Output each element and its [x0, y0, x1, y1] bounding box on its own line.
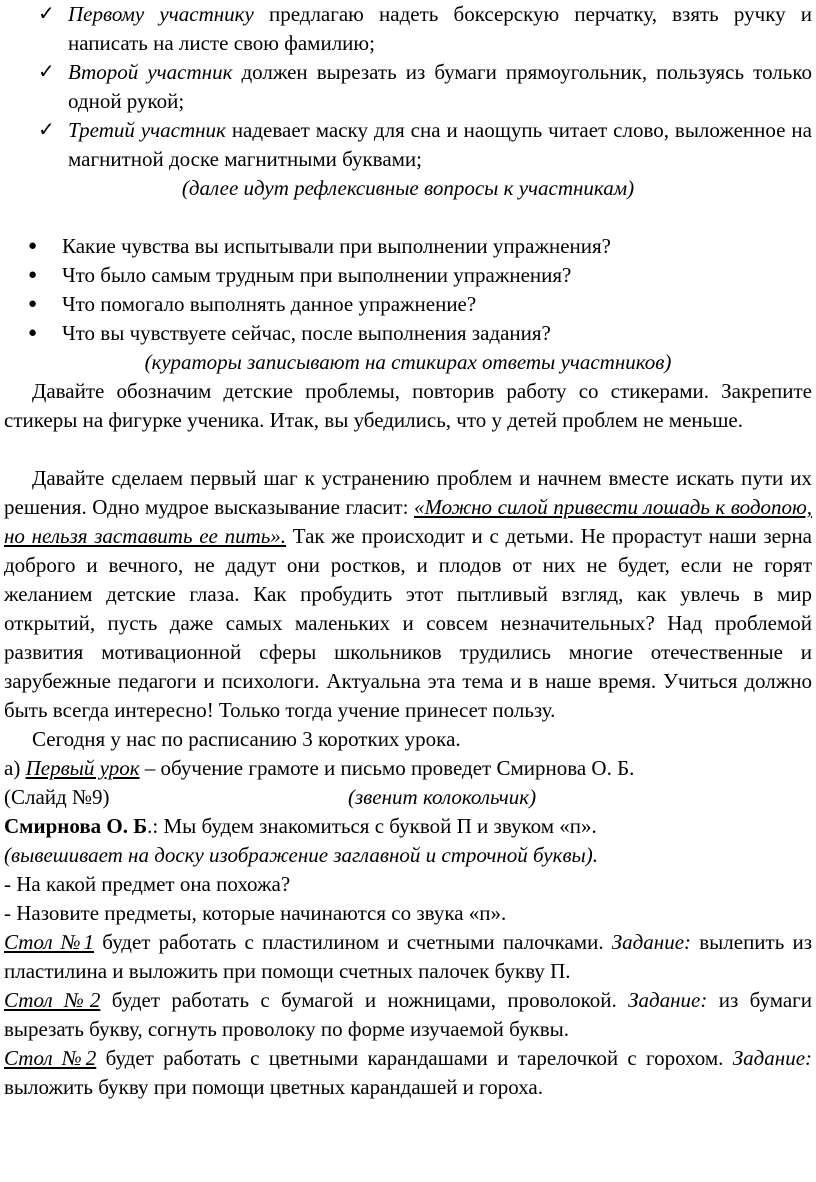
lesson-text: – обучение грамоте и письмо проведет Смирнова О. Б.: [139, 756, 635, 780]
question-item: [0, 261, 816, 290]
task-text: из бумаги вырезать букву, согнуть проволоку по форме изучаемой буквы.: [4, 988, 813, 1041]
question-text: Что было самым трудным при выполнении упражнения?: [62, 263, 572, 287]
check-item-1: [0, 0, 816, 58]
lesson-line: [0, 754, 816, 783]
question-line: - На какой предмет она похожа?: [4, 872, 291, 896]
question-text: Что вы чувствуете сейчас, после выполнения задания?: [62, 321, 551, 345]
reflex-note: (далее идут рефлексивные вопросы к участникам): [181, 176, 635, 200]
participant-text: должен вырезать из бумаги прямоугольник, пользуясь только одной рукой;: [68, 60, 812, 113]
task-text: выложить букву при помощи цветных карандашей и гороха.: [4, 1075, 544, 1099]
participant-text: надевает маску для сна и наощупь читает слово, выложенное на магнитной доске магнитными буквами;: [68, 118, 812, 171]
task-label: Задание:: [611, 930, 692, 954]
quote-text: «Можно силой привести лошадь к водопою, но нельзя заставить ее пить».: [4, 495, 813, 548]
paragraph-motivation: [0, 464, 816, 725]
hang-note: (вывешивает на доску изображение заглавной и строчной буквы).: [4, 843, 599, 867]
checkmark-icon: ✓: [38, 117, 55, 141]
bullet-icon: ●: [28, 325, 38, 341]
spacer: [0, 435, 816, 464]
participant-lead: Второй участник: [68, 60, 233, 84]
participant-lead: Третий участник: [68, 118, 226, 142]
table-name: Стол №1: [4, 930, 95, 954]
table-text: будет работать с цветными карандашами и тарелочкой с горохом.: [96, 1046, 724, 1070]
table-name: Стол №2: [4, 988, 101, 1012]
table-block-2: [0, 986, 816, 1044]
smirnova-line: [0, 812, 816, 841]
table-block-1: [0, 928, 816, 986]
bullet-icon: ●: [28, 267, 38, 283]
table-text: будет работать с бумагой и ножницами, проволокой.: [100, 988, 617, 1012]
check-item-3: [0, 116, 816, 174]
table-block-3: [0, 1044, 816, 1102]
paragraph-text: Давайте сделаем первый шаг к устранению проблем и начнем вместе искать пути их решения. Одно мудрое высказывание гласит:: [4, 466, 812, 519]
curators-note: (кураторы записывают на стикирах ответы участников): [144, 350, 672, 374]
check-item-2: [0, 58, 816, 116]
question-item: [0, 319, 816, 348]
bullet-icon: ●: [28, 296, 38, 312]
slide-row: [0, 783, 816, 812]
paragraph-problems: Давайте обозначим детские проблемы, повторив работу со стикерами. Закрепите стикеры на фигурке ученика. Итак, вы убедились, что у детей проблем не меньше.: [4, 379, 812, 432]
question-line: - Назовите предметы, которые начинаются со звука «п».: [4, 901, 507, 925]
bullet-icon: ●: [28, 238, 38, 254]
question-item: [0, 290, 816, 319]
speaker-text: .: Мы будем знакомиться с буквой П и звуком «п».: [147, 814, 597, 838]
bell-note: (звенит колокольчик): [348, 785, 537, 809]
schedule-line: Сегодня у нас по расписанию 3 коротких урока.: [32, 727, 461, 751]
task-text: вылепить из пластилина и выложить при помощи счетных палочек букву П.: [4, 930, 813, 983]
participant-text: предлагаю надеть боксерскую перчатку, взять ручку и написать на листе свою фамилию;: [68, 2, 813, 55]
task-label: Задание:: [628, 988, 708, 1012]
table-name: Стол №2: [4, 1046, 97, 1070]
question-text: Что помогало выполнять данное упражнение?: [62, 292, 477, 316]
spacer: [0, 203, 816, 232]
task-label: Задание:: [732, 1046, 813, 1070]
paragraph-text: Так же происходит и с детьми. Не прорастут наши зерна доброго и вечного, не дадут они ростков, и плодов от них не будет, если не горят желанием детские глаза. Как пробудить этот пытливый взгляд, как увлечь в мир открытий, пусть даже самых маленьких и совсем незначительных? Над проблемой развития мотивационной сферы школьников трудились многие отечественные и зарубежные педагоги и психологи. Актуальна эта тема и в наше время. Учиться должно быть всегда интересно! Только тогда учение принесет пользу.: [4, 524, 812, 722]
question-text: Какие чувства вы испытывали при выполнении упражнения?: [62, 234, 612, 258]
lesson-title: Первый урок: [25, 756, 140, 780]
participant-lead: Первому участнику: [68, 2, 254, 26]
slide-label: (Слайд №9): [4, 785, 110, 809]
checkmark-icon: ✓: [38, 59, 55, 83]
checkmark-icon: ✓: [38, 1, 55, 25]
speaker-name: Смирнова О. Б: [4, 814, 148, 838]
lesson-prefix: а): [4, 756, 26, 780]
table-text: будет работать с пластилином и счетными палочками.: [94, 930, 604, 954]
question-item: [0, 232, 816, 261]
